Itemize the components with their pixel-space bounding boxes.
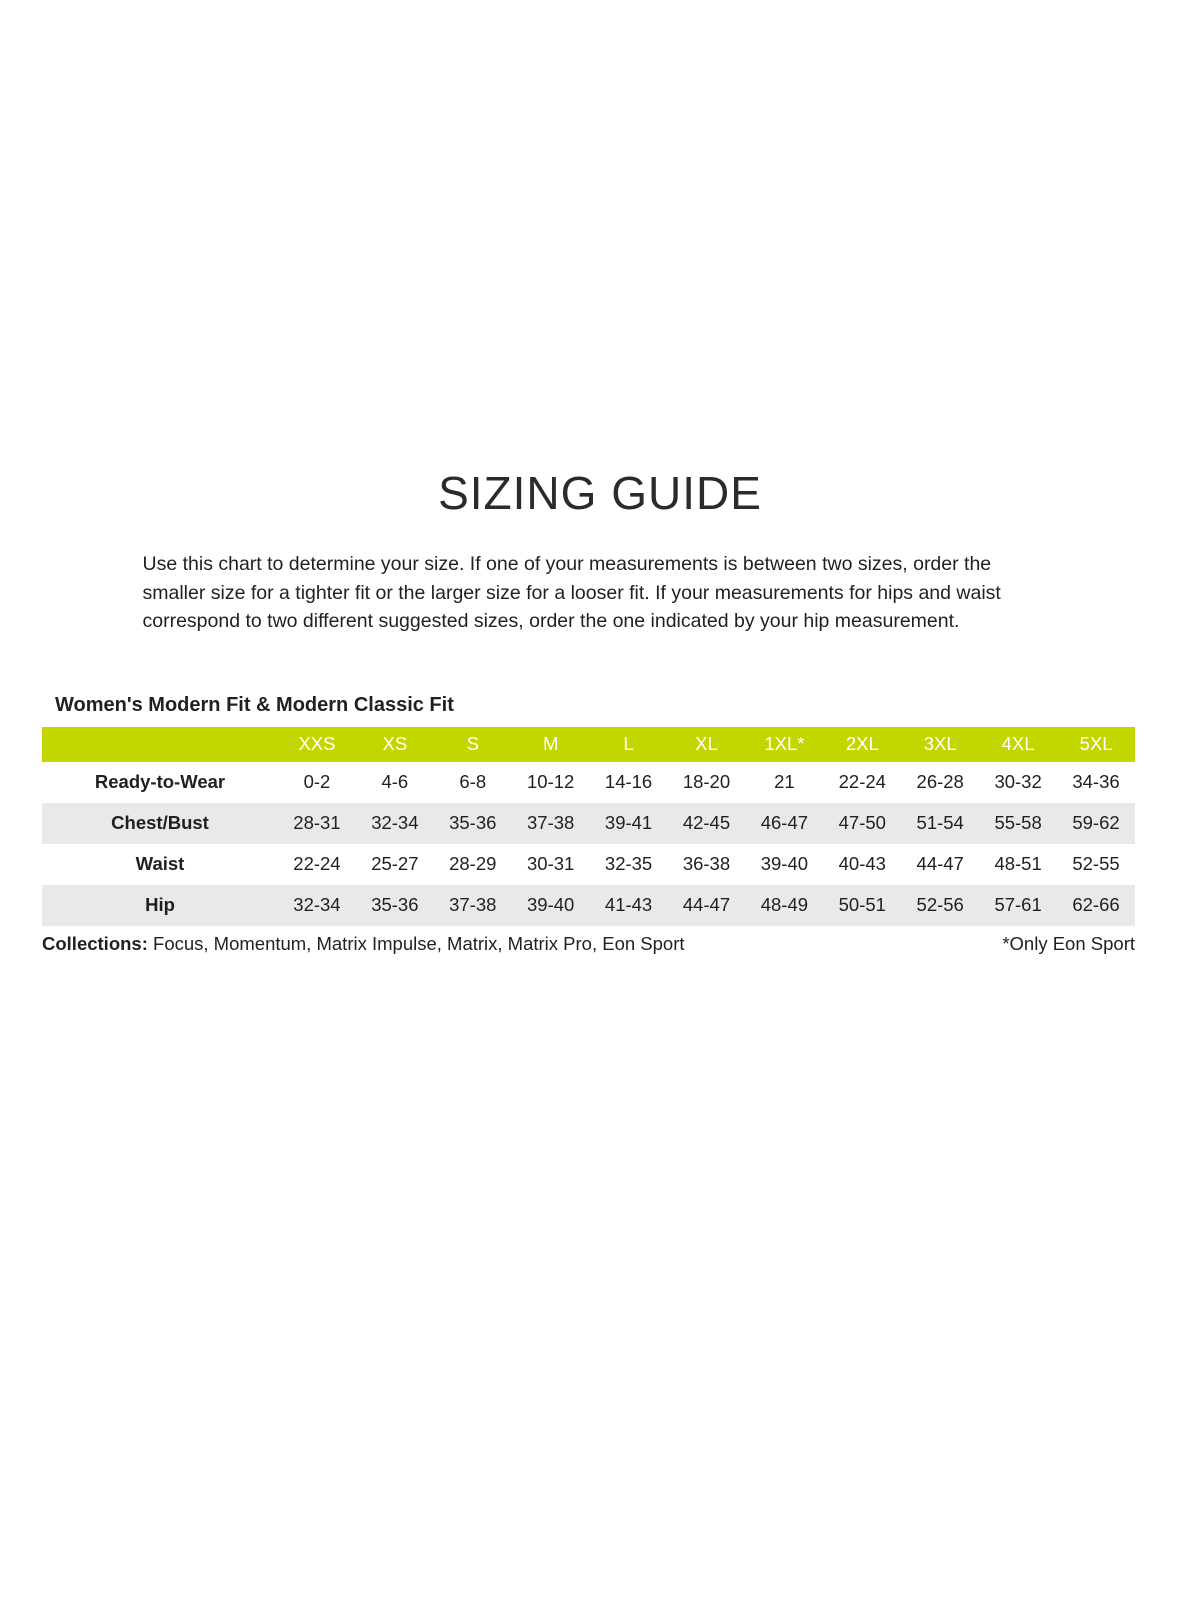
only-eon-sport-note: *Only Eon Sport bbox=[1002, 932, 1135, 954]
size-cell: 22-24 bbox=[838, 771, 886, 793]
size-cell: 55-58 bbox=[994, 812, 1042, 834]
size-cell: 48-49 bbox=[760, 894, 809, 916]
row-label: Hip bbox=[145, 894, 175, 916]
size-cell: 35-36 bbox=[449, 812, 497, 834]
size-cell: 4-6 bbox=[381, 771, 409, 793]
size-cell: 26-28 bbox=[916, 771, 964, 793]
size-column-header: XS bbox=[356, 727, 434, 762]
size-column-header: 5XL bbox=[1057, 727, 1135, 762]
table-row bbox=[42, 762, 1135, 803]
size-table-head-row bbox=[42, 727, 1135, 762]
size-cell: 30-32 bbox=[994, 771, 1042, 793]
size-cell: 59-62 bbox=[1072, 812, 1120, 834]
size-cell: 28-29 bbox=[449, 853, 497, 875]
size-cell: 34-36 bbox=[1072, 771, 1120, 793]
size-cell: 37-38 bbox=[527, 812, 575, 834]
size-cell: 28-31 bbox=[293, 812, 341, 834]
size-cell: 39-40 bbox=[760, 853, 809, 875]
size-cell: 22-24 bbox=[293, 853, 341, 875]
corner-cell bbox=[42, 727, 278, 762]
size-cell: 41-43 bbox=[604, 894, 653, 916]
size-cell: 37-38 bbox=[449, 894, 497, 916]
size-cell: 52-56 bbox=[916, 894, 964, 916]
size-cell: 6-8 bbox=[459, 771, 487, 793]
sizing-table bbox=[42, 727, 1135, 926]
size-cell: 48-51 bbox=[994, 853, 1042, 875]
size-cell: 47-50 bbox=[838, 812, 886, 834]
size-cell: 40-43 bbox=[838, 853, 886, 875]
row-label: Waist bbox=[135, 853, 185, 875]
size-cell: 32-35 bbox=[604, 853, 653, 875]
collections-text: Focus, Momentum, Matrix Impulse, Matrix, Matrix Pro, Eon Sport bbox=[147, 932, 685, 954]
size-column-header: L bbox=[590, 727, 668, 762]
size-column-header: 3XL bbox=[901, 727, 979, 762]
size-cell: 25-27 bbox=[371, 853, 419, 875]
size-cell: 62-66 bbox=[1072, 894, 1120, 916]
size-table-body bbox=[42, 762, 1135, 926]
size-cell: 32-34 bbox=[371, 812, 419, 834]
row-label: Chest/Bust bbox=[111, 812, 209, 834]
size-cell: 14-16 bbox=[604, 771, 653, 793]
size-column-header: 4XL bbox=[979, 727, 1057, 762]
size-column-header: XL bbox=[668, 727, 746, 762]
size-cell: 57-61 bbox=[994, 894, 1042, 916]
size-cell: 35-36 bbox=[371, 894, 419, 916]
size-column-header: 2XL bbox=[823, 727, 901, 762]
table-row bbox=[42, 885, 1135, 926]
size-cell: 32-34 bbox=[293, 894, 341, 916]
collections-note bbox=[42, 933, 685, 955]
size-cell: 10-12 bbox=[527, 771, 575, 793]
intro-paragraph: Use this chart to determine your size. If one of your measurements is between two sizes, order the smaller size for a tighter fit or the larger size for a looser fit. If your measurements for hips and waist correspond to two different suggested sizes, order the one indicated by your hip measurement. bbox=[142, 553, 1001, 633]
footnote-bar bbox=[42, 933, 1135, 955]
collections-label: Collections: bbox=[42, 932, 148, 954]
table-row bbox=[42, 803, 1135, 844]
size-cell: 36-38 bbox=[682, 853, 731, 875]
size-cell: 52-55 bbox=[1072, 853, 1120, 875]
page-title: SIZING GUIDE bbox=[438, 467, 762, 519]
size-cell: 21 bbox=[774, 771, 795, 793]
size-cell: 30-31 bbox=[527, 853, 575, 875]
size-column-header: XXS bbox=[278, 727, 356, 762]
row-label: Ready-to-Wear bbox=[94, 771, 226, 793]
size-table-head bbox=[42, 727, 1135, 762]
size-column-header: S bbox=[434, 727, 512, 762]
size-cell: 50-51 bbox=[838, 894, 886, 916]
size-cell: 44-47 bbox=[916, 853, 964, 875]
size-cell: 51-54 bbox=[916, 812, 964, 834]
size-cell: 44-47 bbox=[682, 894, 731, 916]
size-cell: 18-20 bbox=[682, 771, 731, 793]
size-cell: 42-45 bbox=[682, 812, 731, 834]
size-column-header: 1XL* bbox=[745, 727, 823, 762]
size-column-header: M bbox=[512, 727, 590, 762]
size-cell: 0-2 bbox=[303, 771, 331, 793]
table-row bbox=[42, 844, 1135, 885]
section-title: Women's Modern Fit & Modern Classic Fit bbox=[55, 693, 454, 716]
size-cell: 39-41 bbox=[604, 812, 653, 834]
size-cell: 39-40 bbox=[527, 894, 575, 916]
size-cell: 46-47 bbox=[760, 812, 809, 834]
